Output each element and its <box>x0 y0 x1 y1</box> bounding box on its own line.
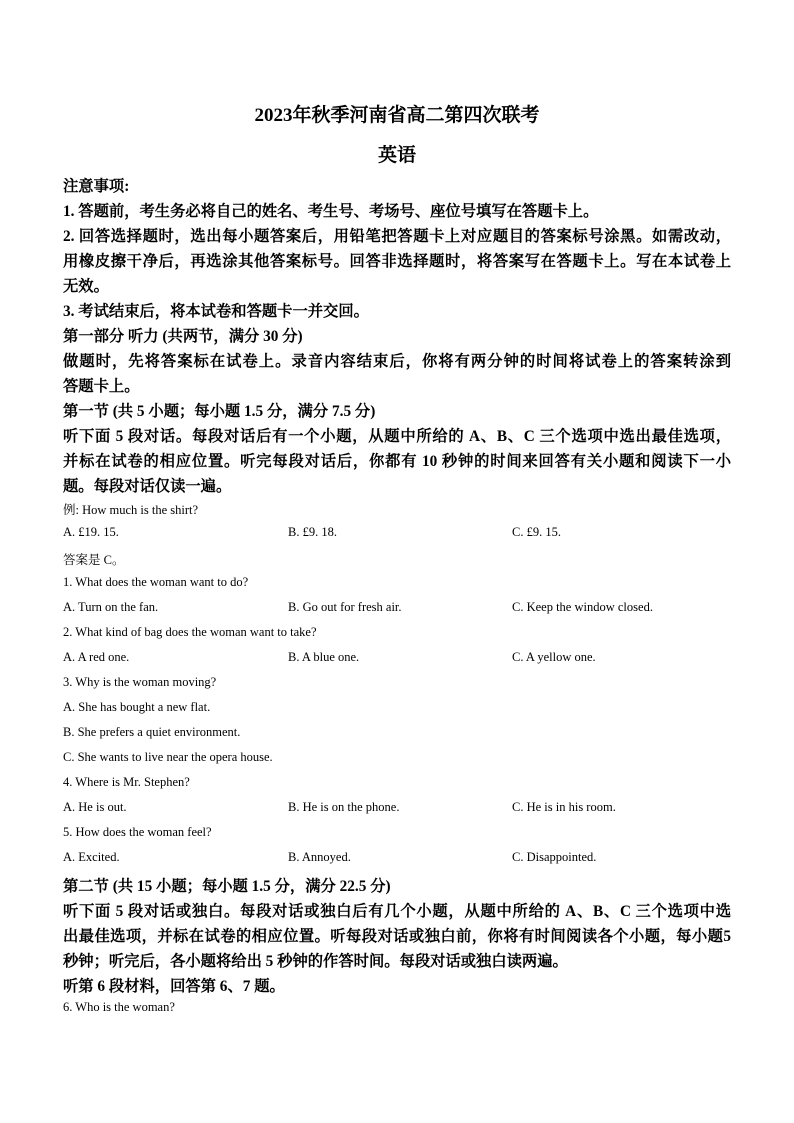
section1-heading: 第一节 (共 5 小题；每小题 1.5 分，满分 7.5 分) <box>63 403 376 420</box>
q5-option-a: A. Excited. <box>63 850 120 864</box>
q4-stem: 4. Where is Mr. Stephen? <box>63 775 190 789</box>
note-2-line-3: 无效。 <box>63 278 109 295</box>
notes-heading: 注意事项: <box>63 178 130 195</box>
q1-option-c: C. Keep the window closed. <box>512 600 653 614</box>
q1-option-b: B. Go out for fresh air. <box>288 600 402 614</box>
note-1: 1. 答题前，考生务必将自己的姓名、考生号、考场号、座位号填写在答题卡上。 <box>63 203 599 220</box>
section2-instr-2: 出最佳选项，并标在试卷的相应位置。听每段对话或独白前，你将有时间阅读各个小题，每小题5 <box>63 928 731 945</box>
q2-option-c: C. A yellow one. <box>512 650 596 664</box>
q3-option-c: C. She wants to live near the opera house. <box>63 750 273 764</box>
q4-option-b: B. He is on the phone. <box>288 800 400 814</box>
q1-option-a: A. Turn on the fan. <box>63 600 159 614</box>
q3-option-a: A. She has bought a new flat. <box>63 700 211 714</box>
note-2-line-2: 用橡皮擦干净后，再选涂其他答案标号。回答非选择题时，将答案写在答题卡上。写在本试卷上 <box>63 253 731 270</box>
q3-option-b: B. She prefers a quiet environment. <box>63 725 241 739</box>
q4-option-c: C. He is in his room. <box>512 800 616 814</box>
example-option-b: B. £9. 18. <box>288 525 337 539</box>
example-answer: 答案是 C。 <box>63 553 125 567</box>
q4-option-a: A. He is out. <box>63 800 127 814</box>
q2-option-b: B. A blue one. <box>288 650 360 664</box>
q1-stem: 1. What does the woman want to do? <box>63 575 249 589</box>
q5-option-b: B. Annoyed. <box>288 850 351 864</box>
q5-option-c: C. Disappointed. <box>512 850 597 864</box>
note-3: 3. 考试结束后，将本试卷和答题卡一并交回。 <box>63 303 369 320</box>
section2-heading: 第二节 (共 15 小题；每小题 1.5 分，满分 22.5 分) <box>63 878 391 895</box>
subject-title: 英语 <box>377 145 416 166</box>
example-option-a: A. £19. 15. <box>63 525 119 539</box>
material-6-heading: 听第 6 段材料，回答第 6、7 题。 <box>63 978 285 995</box>
section2-instr-1: 听下面 5 段对话或独白。每段对话或独白后有几个小题，从题中所给的 A、B、C 三个选项中选 <box>63 903 731 920</box>
example-question: 例: How much is the shirt? <box>63 503 199 517</box>
q6-stem: 6. Who is the woman? <box>63 1000 175 1014</box>
q2-stem: 2. What kind of bag does the woman want to take? <box>63 625 317 639</box>
section1-instr-3: 题。每段对话仅读一遍。 <box>63 478 232 495</box>
section1-instr-1: 听下面 5 段对话。每段对话后有一个小题，从题中所给的 A、B、C 三个选项中选出最佳选项， <box>63 428 731 445</box>
example-option-c: C. £9. 15. <box>512 525 561 539</box>
q3-stem: 3. Why is the woman moving? <box>63 675 217 689</box>
q2-option-a: A. A red one. <box>63 650 130 664</box>
exam-title: 2023年秋季河南省高二第四次联考 <box>254 105 540 126</box>
part1-instr-1: 做题时，先将答案标在试卷上。录音内容结束后，你将有两分钟的时间将试卷上的答案转涂到 <box>63 353 731 370</box>
part1-heading: 第一部分 听力 (共两节，满分 30 分) <box>63 328 303 345</box>
section1-instr-2: 并标在试卷的相应位置。听完每段对话后，你都有 10 秒钟的时间来回答有关小题和阅读下一小 <box>63 453 731 470</box>
part1-instr-2: 答题卡上。 <box>63 378 140 395</box>
q5-stem: 5. How does the woman feel? <box>63 825 212 839</box>
note-2-line-1: 2. 回答选择题时，选出每小题答案后，用铅笔把答题卡上对应题目的答案标号涂黑。如需改动， <box>63 228 731 245</box>
section2-instr-3: 秒钟；听完后，各小题将给出 5 秒钟的作答时间。每段对话或独白读两遍。 <box>63 953 568 970</box>
